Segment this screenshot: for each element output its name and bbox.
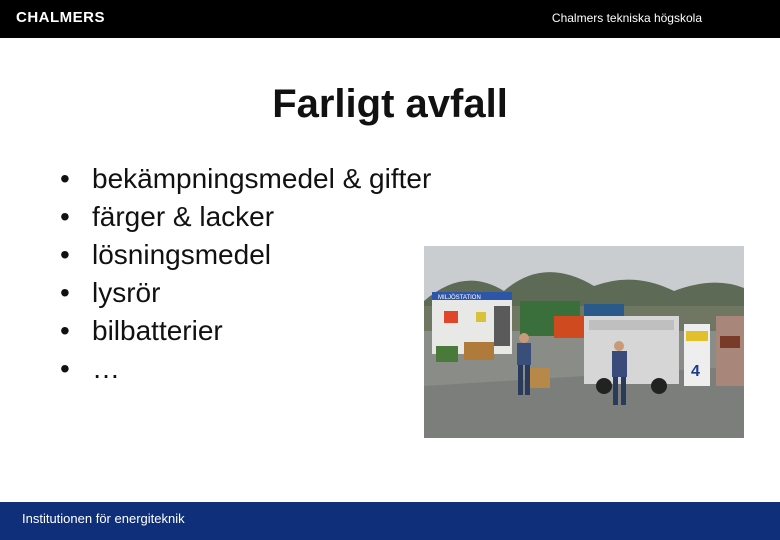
photo-illustration (424, 246, 744, 438)
bullet-text: bekämpningsmedel & gifter (92, 163, 432, 194)
header-bar (0, 0, 780, 38)
list-item (60, 276, 440, 310)
slide-title-text: Farligt avfall (272, 82, 508, 126)
bullet-text: färger & lacker (92, 201, 275, 232)
list-item (60, 238, 440, 272)
list-item (60, 352, 440, 386)
list-item (60, 314, 440, 348)
bullet-text: lösningsmedel (92, 239, 271, 270)
bullet-marker: • (60, 353, 70, 384)
list-item (60, 162, 440, 196)
bullet-marker: • (60, 239, 70, 270)
bullet-marker: • (60, 277, 70, 308)
station-number: 4 (691, 363, 700, 380)
recycling-station-photo (424, 246, 744, 438)
bullet-marker: • (60, 201, 70, 232)
bullet-list (60, 162, 440, 398)
bullet-text: lysrör (92, 277, 161, 308)
list-item (60, 200, 440, 234)
bullet-text: bilbatterier (92, 315, 223, 346)
bullet-marker: • (60, 163, 70, 194)
slide-title (0, 82, 780, 127)
bullet-text: … (92, 353, 120, 384)
bullet-marker: • (60, 315, 70, 346)
station-sign-text: MILJÖSTATION (438, 295, 481, 301)
department-name: Institutionen för energiteknik (22, 511, 185, 526)
chalmers-logo: CHALMERS (16, 9, 105, 26)
school-name: Chalmers tekniska högskola (551, 11, 702, 25)
